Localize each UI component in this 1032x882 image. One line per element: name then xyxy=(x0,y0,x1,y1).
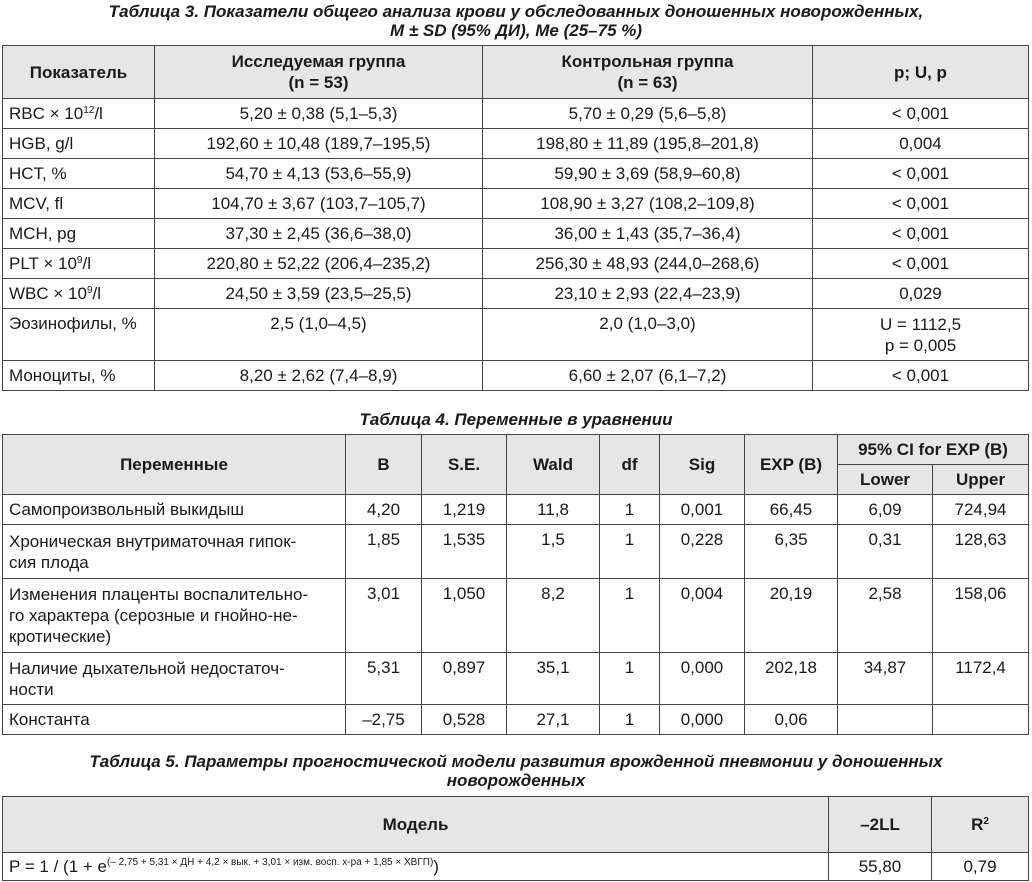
control-value: 23,10 ± 2,93 (22,4–23,9) xyxy=(483,279,813,309)
indicator-cell xyxy=(3,219,155,249)
header-lower: Lower xyxy=(838,465,933,495)
formula-end: ) xyxy=(433,857,439,876)
header-sig: Sig xyxy=(660,435,745,495)
lower-value: 2,58 xyxy=(838,579,933,653)
df-value: 1 xyxy=(600,579,660,653)
indicator-exponent: 9 xyxy=(76,255,83,266)
model-formula xyxy=(3,853,829,881)
study-value: 104,70 ± 3,67 (103,7–105,7) xyxy=(155,189,483,219)
control-value: 2,0 (1,0–3,0) xyxy=(483,309,813,361)
table3-caption-line1: Таблица 3. Показатели общего анализа крови у обследованных доношенных новорожденных, xyxy=(108,2,924,21)
p-value: < 0,001 xyxy=(813,361,1029,391)
header-p: р; U, p xyxy=(813,46,1029,99)
header-indicator: Показатель xyxy=(3,46,155,99)
sig-value: 0,228 xyxy=(660,525,745,579)
variable-name-line: Константа xyxy=(9,710,90,729)
p-value: 0,004 xyxy=(813,129,1029,159)
wald-value: 27,1 xyxy=(507,705,600,735)
exp-value: 66,45 xyxy=(745,495,838,525)
table3-row xyxy=(3,249,1029,279)
variable-name-line: Наличие дыхательной недостаточ- xyxy=(9,658,285,678)
indicator-name: WBC × 10 xyxy=(9,284,87,303)
header-se: S.E. xyxy=(422,435,507,495)
variable-name-line: Изменения плаценты воспалительно- xyxy=(9,585,309,604)
exp-value: 20,19 xyxy=(745,579,838,653)
control-value: 6,60 ± 2,07 (6,1–7,2) xyxy=(483,361,813,391)
se-value: 1,219 xyxy=(422,495,507,525)
table3-header-row xyxy=(3,46,1029,99)
variable-name-line: Хроническая внутриматочная гипок- xyxy=(9,531,297,551)
variable-cell xyxy=(3,653,346,705)
table3-row xyxy=(3,159,1029,189)
b-value: 4,20 xyxy=(346,495,422,525)
lower-value: 34,87 xyxy=(838,653,933,705)
upper-value xyxy=(933,705,1029,735)
wald-value: 35,1 xyxy=(507,653,600,705)
study-value: 8,20 ± 2,62 (7,4–8,9) xyxy=(155,361,483,391)
control-value: 198,80 ± 11,89 (195,8–201,8) xyxy=(483,129,813,159)
control-value: 59,90 ± 3,69 (58,9–60,8) xyxy=(483,159,813,189)
wald-value: 8,2 xyxy=(507,579,600,653)
table5-caption xyxy=(0,752,1032,790)
p-value: < 0,001 xyxy=(813,159,1029,189)
header-control-group xyxy=(483,46,813,99)
p-value: 0,029 xyxy=(813,279,1029,309)
sig-value: 0,000 xyxy=(660,653,745,705)
variable-cell xyxy=(3,579,346,653)
table3-row-monocytes xyxy=(3,361,1029,391)
upper-value: 158,06 xyxy=(933,579,1029,653)
study-value: 54,70 ± 4,13 (53,6–55,9) xyxy=(155,159,483,189)
upper-value: 128,63 xyxy=(933,525,1029,579)
indicator-unit: /l xyxy=(94,104,103,123)
p-value-p: p = 0,005 xyxy=(884,335,957,355)
variable-name-line: кротические) xyxy=(9,627,112,646)
header-df: df xyxy=(600,435,660,495)
table3-row xyxy=(3,219,1029,249)
indicator-cell xyxy=(3,99,155,129)
table5 xyxy=(2,796,1029,881)
variable-cell xyxy=(3,495,346,525)
header-ll: –2LL xyxy=(829,797,932,853)
lower-value: 0,31 xyxy=(838,525,933,579)
indicator-cell xyxy=(3,189,155,219)
wald-value: 11,8 xyxy=(507,495,600,525)
indicator-cell xyxy=(3,159,155,189)
indicator-name: RBC × 10 xyxy=(9,104,84,123)
indicator-name: HCT, % xyxy=(9,164,67,183)
header-b: B xyxy=(346,435,422,495)
header-study-group xyxy=(155,46,483,99)
table5-caption-line2: новорожденных xyxy=(446,771,586,790)
header-ci: 95% CI for EXP (B) xyxy=(838,435,1029,465)
header-study-group-label: Исследуемая группа xyxy=(231,52,406,71)
indicator-name: PLT × 10 xyxy=(9,254,77,273)
exp-value: 202,18 xyxy=(745,653,838,705)
table3-row-eosinophils xyxy=(3,309,1029,361)
header-control-group-label: Контрольная группа xyxy=(561,52,734,71)
indicator-name: Эозинофилы, % xyxy=(3,309,155,361)
header-variables: Переменные xyxy=(3,435,346,495)
df-value: 1 xyxy=(600,653,660,705)
b-value: 1,85 xyxy=(346,525,422,579)
se-value: 0,528 xyxy=(422,705,507,735)
lower-value: 6,09 xyxy=(838,495,933,525)
header-r2-sup: 2 xyxy=(983,816,989,827)
b-value: 5,31 xyxy=(346,653,422,705)
table4-row xyxy=(3,653,1029,705)
formula-exponent: (– 2,75 + 5,31 × ДН + 4,2 × вык. + 3,01 × изм. восп. х-ра + 1,85 × ХВГП) xyxy=(106,857,434,868)
control-value: 108,90 ± 3,27 (108,2–109,8) xyxy=(483,189,813,219)
table4-row xyxy=(3,579,1029,653)
p-value xyxy=(813,309,1029,361)
model-ll: 55,80 xyxy=(829,853,932,881)
table5-header-row xyxy=(3,797,1029,853)
table3-row xyxy=(3,189,1029,219)
header-study-group-n: (n = 53) xyxy=(288,73,349,92)
lower-value xyxy=(838,705,933,735)
indicator-name: HGB, g/l xyxy=(9,134,74,153)
exp-value: 6,35 xyxy=(745,525,838,579)
p-value: < 0,001 xyxy=(813,219,1029,249)
df-value: 1 xyxy=(600,705,660,735)
header-model: Модель xyxy=(3,797,829,853)
upper-value: 724,94 xyxy=(933,495,1029,525)
table3 xyxy=(2,45,1029,391)
indicator-name: Моноциты, % xyxy=(3,361,155,391)
header-r2 xyxy=(932,797,1029,853)
wald-value: 1,5 xyxy=(507,525,600,579)
table4 xyxy=(2,434,1029,735)
df-value: 1 xyxy=(600,525,660,579)
study-value: 2,5 (1,0–4,5) xyxy=(155,309,483,361)
header-upper: Upper xyxy=(933,465,1029,495)
exp-value: 0,06 xyxy=(745,705,838,735)
table3-caption xyxy=(0,2,1032,40)
study-value: 37,30 ± 2,45 (36,6–38,0) xyxy=(155,219,483,249)
variable-name-line: Самопроизвольный выкидыш xyxy=(9,500,244,519)
table3-caption-line2: М ± SD (95% ДИ), Ме (25–75 %) xyxy=(389,21,643,40)
indicator-cell xyxy=(3,129,155,159)
table4-header-row-1 xyxy=(3,435,1029,465)
study-value: 220,80 ± 52,22 (206,4–235,2) xyxy=(155,249,483,279)
study-value: 192,60 ± 10,48 (189,7–195,5) xyxy=(155,129,483,159)
indicator-name: MCV, fl xyxy=(9,194,64,213)
indicator-cell xyxy=(3,279,155,309)
table4-row xyxy=(3,495,1029,525)
indicator-exponent: 9 xyxy=(86,285,93,296)
control-value: 256,30 ± 48,93 (244,0–268,6) xyxy=(483,249,813,279)
table5-caption-line1: Таблица 5. Параметры прогностической модели развития врожденной пневмонии у доношенных xyxy=(89,752,943,771)
b-value: 3,01 xyxy=(346,579,422,653)
table3-row xyxy=(3,99,1029,129)
table4-row xyxy=(3,525,1029,579)
table3-row xyxy=(3,129,1029,159)
upper-value: 1172,4 xyxy=(933,653,1029,705)
variable-cell xyxy=(3,525,346,579)
formula-base: P = 1 / (1 + e xyxy=(9,857,107,876)
model-r2: 0,79 xyxy=(932,853,1029,881)
se-value: 1,535 xyxy=(422,525,507,579)
header-wald: Wald xyxy=(507,435,600,495)
variable-name-line: сия плода xyxy=(9,552,89,572)
indicator-name: MCH, pg xyxy=(9,224,77,243)
header-r2-label: R xyxy=(971,815,984,834)
indicator-unit: /l xyxy=(92,284,102,303)
table4-row xyxy=(3,705,1029,735)
table5-row xyxy=(3,853,1029,881)
indicator-cell xyxy=(3,249,155,279)
df-value: 1 xyxy=(600,495,660,525)
p-value: < 0,001 xyxy=(813,99,1029,129)
control-value: 36,00 ± 1,43 (35,7–36,4) xyxy=(483,219,813,249)
control-value: 5,70 ± 0,29 (5,6–5,8) xyxy=(483,99,813,129)
table3-row xyxy=(3,279,1029,309)
header-exp: EXP (B) xyxy=(745,435,838,495)
sig-value: 0,001 xyxy=(660,495,745,525)
header-control-group-n: (n = 63) xyxy=(617,73,678,92)
variable-cell xyxy=(3,705,346,735)
p-value-u: U = 1112,5 xyxy=(879,314,962,334)
variable-name-line: го характера (серозные и гнойно-не- xyxy=(9,606,298,625)
variable-name-line: ности xyxy=(9,679,54,699)
study-value: 24,50 ± 3,59 (23,5–25,5) xyxy=(155,279,483,309)
sig-value: 0,000 xyxy=(660,705,745,735)
p-value: < 0,001 xyxy=(813,189,1029,219)
table4-caption: Таблица 4. Переменные в уравнении xyxy=(359,410,673,429)
sig-value: 0,004 xyxy=(660,579,745,653)
b-value: –2,75 xyxy=(346,705,422,735)
study-value: 5,20 ± 0,38 (5,1–5,3) xyxy=(155,99,483,129)
se-value: 0,897 xyxy=(422,653,507,705)
indicator-exponent: 12 xyxy=(83,105,95,116)
se-value: 1,050 xyxy=(422,579,507,653)
p-value: < 0,001 xyxy=(813,249,1029,279)
indicator-unit: /l xyxy=(82,254,91,273)
